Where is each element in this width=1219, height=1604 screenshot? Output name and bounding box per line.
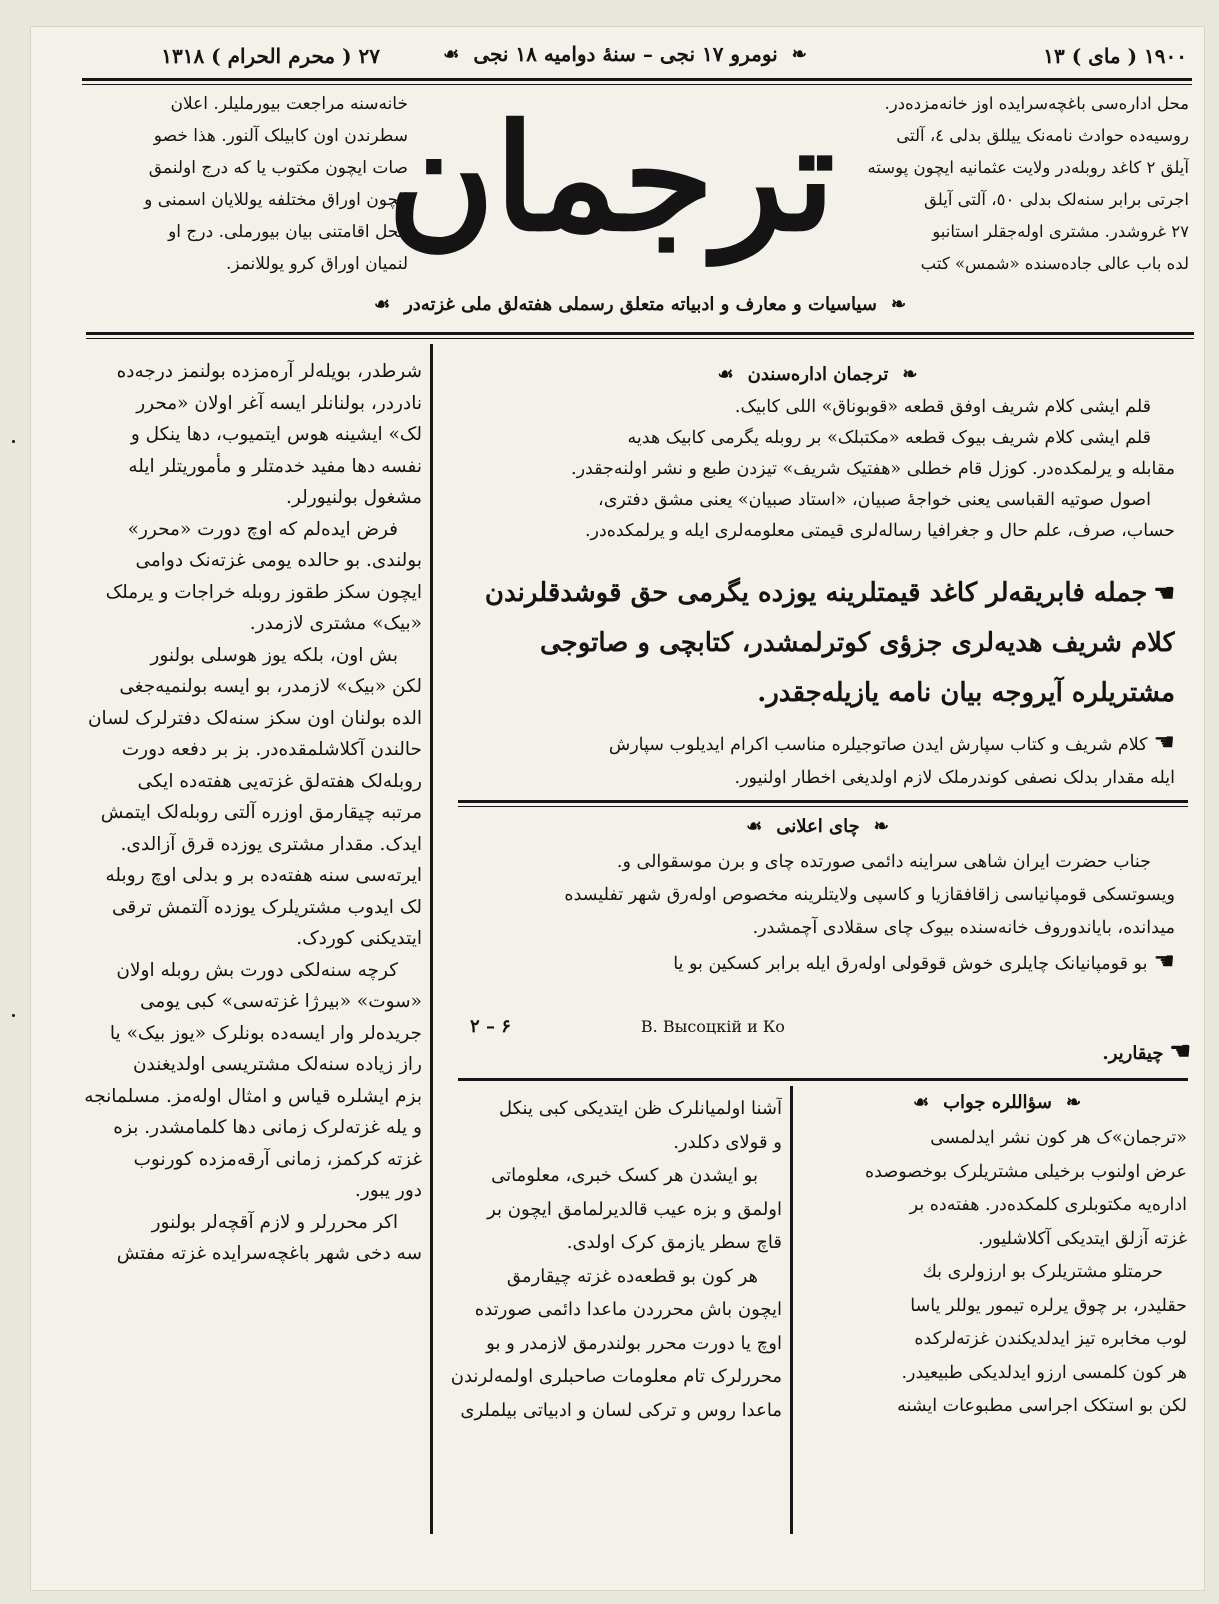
qa-body (802, 1122, 1187, 1424)
header-left-line: ایچون اوراق مختلفه یوللایان اسمنی و (144, 190, 408, 210)
tea-ad-line: جناب حضرت ایران شاهی سراینه دائمی صورتده چای و برن موسقوالی و. (616, 852, 1151, 872)
newspaper-page (30, 26, 1205, 1591)
article-line: ایتدیکنی کوردک. (296, 928, 422, 949)
header-right-line: اجرتی برابر سنه‌لک بدلی ٥٠، آلتی آیلق (924, 190, 1189, 209)
article-line: فرض ایده‌لم که اوچ دورت «محرر» (127, 518, 398, 540)
fleuron-icon: ☙ (443, 43, 460, 65)
section-rule (458, 1078, 1188, 1081)
admin-notice-line: قلم ایشی کلام شریف اوفق قطعه «قوبوناق» اللی کابیک. (734, 397, 1151, 417)
admin-notice-line: مقابله و یرلمکده‌در. کوزل قام خطلی «هفتیک شریف» تیزدن طبع و نشر اولنه‌جقدر. (571, 459, 1175, 479)
article-line: دور یبور. (354, 1180, 422, 1201)
order-note-line: ☚کلام شریف و کتاب سپارش ایدن صاتوجیلره مناسب اکرام ایدیلوب سپارش (608, 728, 1175, 756)
article-line: اوچ یا دورت محرر بولندرمق لازمدر و بو (486, 1332, 782, 1354)
price-change-line: مشتریلره آیروجه بیان نامه یازیله‌جقدر. (757, 678, 1175, 708)
issue-number: نومرو ۱۷ نجی – سنهٔ دوامیه ۱۸ نجی (473, 42, 778, 66)
price-change-line: کلام شریف هدیه‌لری جزؤی کوترلمشدر، کتابچی و صاتوجی (539, 628, 1175, 658)
tea-ad-last-line: ☚چیقاریر. (1102, 1036, 1191, 1065)
qa-line: عرض اولنوب برخیلی مشتریلرک بوخصوصده (864, 1161, 1187, 1182)
article-line: و قولای دکلدر. (673, 1131, 782, 1153)
top-rule-thin (82, 84, 1192, 85)
pointing-hand-icon: ☚ (1169, 1036, 1191, 1065)
header-right-line: محل اداره‌سی باغچه‌سرایده اوز خانه‌مزده‌در. (884, 94, 1189, 113)
qa-line: غزته آزلق ایتدیکی آکلاشلیور. (978, 1228, 1187, 1249)
qa-line: لکن بو استکک اجراسی مطبوعات ایشنه (897, 1396, 1187, 1416)
qa-line: اداره‌یه مکتوبلری کلمکده‌در. هفته‌ده بر (909, 1195, 1187, 1215)
header-left-line: سطرندن اون کابیلک آلنور. هذا خصو (153, 126, 408, 146)
margin-mark (12, 440, 15, 443)
article-line: شرطدر، بویله‌لر آره‌مزده بولنمز درجه‌ده (116, 361, 422, 382)
middle-column-article (442, 1092, 782, 1427)
fleuron-icon: ❧ (873, 816, 889, 837)
pointing-hand-icon: ☚ (1153, 728, 1175, 756)
fleuron-icon: ❧ (791, 43, 807, 65)
tea-ad-title-row (450, 816, 1185, 837)
article-line: حالندن آکلاشلمقده‌در. بز بر دفعه دورت (121, 739, 422, 760)
qa-line: «ترجمان»ک هر کون نشر ایدلمسی (930, 1128, 1187, 1148)
article-line: «بیک» مشتری لازمدر. (249, 613, 422, 634)
article-line: ماعدا روس و ترکی لسان و ادبیاتی بیلملری (460, 1399, 782, 1421)
admin-notice-body (450, 392, 1175, 547)
article-line: «سوت» «بیرژا غزته‌سی» کبی یومی (140, 991, 422, 1012)
article-line: مشغول بولنیورلر. (286, 487, 422, 508)
masthead-rule-thin (86, 338, 1194, 339)
header-right-line: روسیه‌ده حوادث نامه‌نک ییللق بدلی ٤، آلتی (896, 126, 1189, 145)
article-line: غزته کرکمز، زمانی آرقه‌مزده کورنوب (133, 1148, 422, 1170)
fleuron-icon: ❧ (890, 294, 907, 315)
admin-notice-title-row (450, 364, 1185, 385)
header-left-line: صات ایچون مکتوب یا که درج اولنمق (148, 158, 408, 178)
article-line: ایرته‌سی سنه هفته‌ده بر و بدلی اوچ روبله (105, 865, 422, 886)
article-line: بو ایشدن هر کسک خبری، معلوماتی (491, 1165, 758, 1186)
fleuron-icon: ❧ (902, 364, 918, 385)
article-line: اکر محررلر و لازم آقچه‌لر بولنور (151, 1211, 398, 1233)
article-line: لکن «بیک» لازمدر، بو ایسه بولنمیه‌جغی (119, 676, 422, 697)
admin-notice-line: قلم ایشی کلام شریف بیوک قطعه «مکتبلک» بر روبله یگرمی کابیک هدیه (627, 428, 1151, 448)
article-line: کرچه سنه‌لکی دورت بش روبله اولان (116, 959, 398, 981)
article-line: لک» ایشینه هوس ایتمیوب، دها ینکل و (130, 424, 422, 445)
section-rule-thin (458, 806, 1188, 807)
qa-line: حرمتلو مشتریلرک بو ارزولری بك (922, 1262, 1163, 1282)
fleuron-icon: ☙ (746, 816, 763, 837)
article-line: لک ایدوب مشتریلرک یوزده آلتمش ترقی (111, 896, 422, 918)
article-line: ایچون باش محرردن ماعدا دائمی صورتده (474, 1299, 782, 1320)
article-line: بش اون، بلکه یوز هوسلی بولنور (150, 644, 398, 666)
article-line: اولمق و بزه عیب قالدیرلمامق ایچون بر (487, 1198, 782, 1220)
header-left-line: خانه‌سنه مراجعت بیورملیلر. اعلان (170, 94, 408, 114)
qa-line: حقلیدر، بر چوق یرلره تیمور یوللر یاسا (910, 1295, 1187, 1316)
article-line: الده بولنان اون سکز سنه‌لک دفترلرک لسان (87, 707, 422, 729)
pointing-hand-icon: ☚ (1153, 578, 1175, 607)
masthead-subtitle-row (330, 294, 950, 315)
admin-notice-line: حساب، صرف، علم حال و جغرافیا رساله‌لری قیمتی معلومه‌لری ایله و یرلمکده‌در. (584, 521, 1175, 541)
article-line: هر کون بو قطعه‌ده غزته چیقارمق (506, 1265, 758, 1287)
article-line: روبله‌لک هفته‌لق غزته‌یی هفته‌ده ایکی (137, 770, 422, 792)
pointing-hand-icon: ☚ (1153, 947, 1175, 975)
qa-title-row (802, 1092, 1192, 1113)
fleuron-icon: ☙ (717, 364, 734, 385)
fleuron-icon: ☙ (912, 1092, 930, 1113)
article-line: راز زیاده سنه‌لک مشتریسی اولدیغندن (132, 1054, 422, 1075)
fleuron-icon: ❧ (1065, 1092, 1082, 1113)
article-line: نادردر، بولنانلر ایسه آغر اولان «محرر (136, 392, 422, 414)
price-change-notice (450, 568, 1175, 718)
tea-ad-code: ۶ – ۲ (470, 1016, 511, 1037)
article-line: ایدک. مقدار مشتری یوزده قرق آزالدی. (120, 833, 422, 855)
admin-notice-title: ترجمان اداره‌سندن (747, 364, 889, 385)
masthead-title: ترجمان (387, 93, 835, 264)
header-left-line: محل اقامتنی بیان بیورملی. درج او (168, 222, 408, 242)
tea-ad-line: ☚بو قومپانیانک چایلری خوش قوقولی اوله‌رق ایله برابر کسکین بو یا (673, 947, 1175, 975)
header-right-notice (839, 88, 1189, 280)
top-rule (82, 78, 1192, 81)
qa-line: لوب مخابره تیز ایدلدیکندن غزته‌لرکده (914, 1329, 1187, 1349)
fleuron-icon: ☙ (373, 294, 391, 315)
admin-notice-line: اصول صوتیه القباسی یعنی خواجهٔ صبیان، «استاد صبیان» یعنی مشق دفتری، (598, 490, 1151, 510)
header-left-notice (88, 88, 408, 280)
article-line: محررلرک تام معلومات صاحبلری اولمه‌لرندن (450, 1366, 782, 1387)
masthead-rule (86, 332, 1194, 335)
article-line: و یله غزته‌لرک زمانی دها کلمامشدر. بزه (113, 1117, 422, 1138)
tea-ad-signature-row (470, 1016, 870, 1037)
qa-title: سؤاللره جواب (943, 1092, 1052, 1113)
header-right-line: آیلق ۲ کاغد روبله‌در ولایت عثمانیه ایچون پوسته (867, 158, 1189, 177)
header-right-line: لده باب عالی جاده‌سنده «شمس» کتب (920, 254, 1189, 273)
tea-ad-line: ویسوتسکی قومپانیاسی زاقافقازیا و کاسپی ولایتلرینه مخصوص اوله‌رق شهر تفلیسده (564, 885, 1175, 905)
article-line: مرتبه چیقارمق اوزره آلتی روبله‌لک ایتمش (100, 802, 422, 823)
article-line: نفسه دها مفید خدمتلر و مأموریتلر ایله (128, 455, 422, 477)
section-rule (458, 800, 1188, 803)
article-line: بزم ایشلره قیاس و امثال اوله‌مز. مسلمانجه (84, 1085, 422, 1107)
masthead-subtitle: سیاسیات و معارف و ادبیاته متعلق رسملی هفته‌لق ملی غزته‌در (404, 294, 877, 315)
article-line: ایچون سکز طقوز روبله خراجات و یرملک (105, 581, 422, 603)
order-note (450, 726, 1175, 795)
article-line: آشنا اولمیانلرک ظن ایتدیکی کبی ینکل (498, 1098, 782, 1119)
date-hijri: ۲۷ ( محرم الحرام ) ۱۳۱۸ (161, 44, 380, 68)
column-rule-left (430, 344, 433, 1534)
header-left-line: لنمیان اوراق کرو یوللانمز. (225, 254, 408, 274)
price-change-line: ☚جمله فابریقه‌لر کاغد قیمتلرینه یوزده یگرمی حق قوشدقلرندن (484, 578, 1175, 608)
order-note-line: ایله مقدار بدلک نصفی کوندرملک لازم اولدیغی اخطار اولنیور. (734, 768, 1175, 788)
tea-ad-title: چای اعلانی (776, 816, 860, 837)
column-rule-right (790, 1086, 793, 1534)
article-line: سه دخی شهر باغچه‌سرایده غزته مفتش (116, 1243, 422, 1264)
tea-ad-signature: В. Высоцкiй и Ко (640, 1017, 785, 1036)
left-column-article (82, 356, 422, 1270)
qa-line: هر کون کلمسی ارزو ایدلدیکی طبیعیدر. (901, 1362, 1187, 1383)
tea-ad-line: میدانده، بایاندوروف خانه‌سنده بیوک چای سقلادی آچمشدر. (752, 918, 1175, 938)
margin-mark (12, 1014, 15, 1017)
header-right-line: ۲۷ غروشدر. مشتری اوله‌جقلر استانبو (932, 222, 1189, 241)
issue-info (400, 42, 850, 66)
article-line: جریده‌لر وار ایسه‌ده بونلرک «یوز بیک» یا (109, 1022, 422, 1044)
article-line: قاچ سطر یازمق کرک اولدی. (566, 1232, 782, 1253)
tea-ad-body (450, 846, 1175, 981)
article-line: بولندی. بو حالده یومی غزته‌نک دوامی (135, 550, 422, 571)
date-western: ۱۹۰۰ ( مای ) ۱۳ (1043, 44, 1187, 68)
